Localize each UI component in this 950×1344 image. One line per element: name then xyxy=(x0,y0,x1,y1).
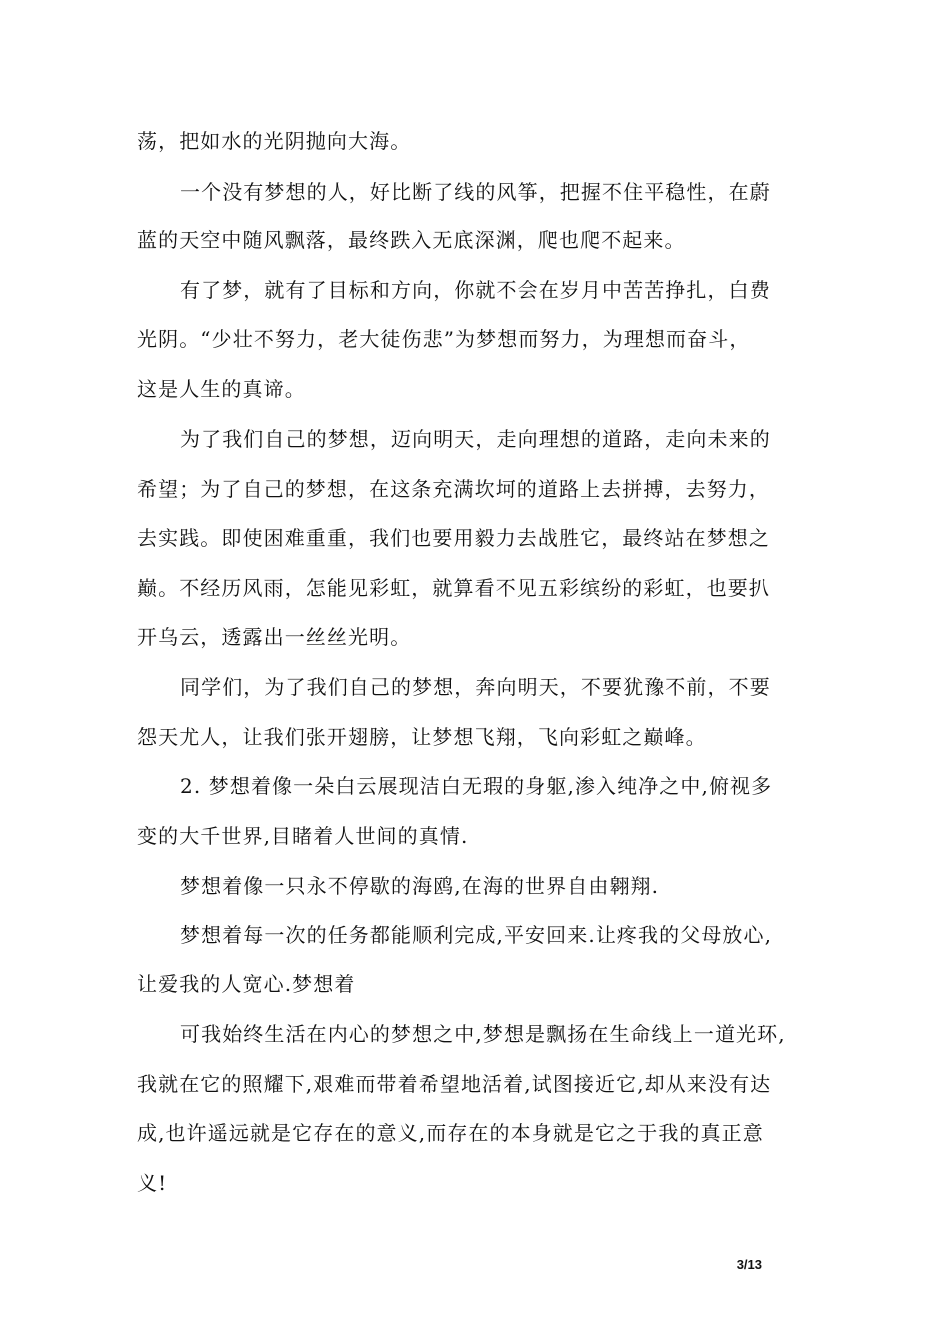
text-line: 怨天尤人，让我们张开翅膀，让梦想飞翔，飞向彩虹之巅峰。 xyxy=(137,725,707,749)
text-line: 成,也许遥远就是它存在的意义,而存在的本身就是它之于我的真正意 xyxy=(137,1121,764,1145)
text-line: 梦想着每一次的任务都能顺利完成,平安回来.让疼我的父母放心, xyxy=(180,923,773,947)
text-line: 巅。不经历风雨，怎能见彩虹，就算看不见五彩缤纷的彩虹，也要扒 xyxy=(137,576,770,600)
text-line: 开乌云，透露出一丝丝光明。 xyxy=(137,625,412,649)
text-line: 蓝的天空中随风飘落，最终跌入无底深渊，爬也爬不起来。 xyxy=(137,228,686,252)
text-line: 希望；为了自己的梦想，在这条充满坎坷的道路上去拼搏，去努力， xyxy=(137,477,770,501)
text-line: 荡，把如水的光阴抛向大海。 xyxy=(137,129,412,153)
text-line: 光阴。“少壮不努力，老大徒伤悲”为梦想而努力，为理想而奋斗， xyxy=(137,327,751,351)
text-line: 可我始终生活在内心的梦想之中,梦想是飘扬在生命线上一道光环, xyxy=(180,1022,786,1046)
text-line: 同学们，为了我们自己的梦想，奔向明天，不要犹豫不前，不要 xyxy=(180,675,771,699)
text-line: 一个没有梦想的人，好比断了线的风筝，把握不住平稳性，在蔚 xyxy=(180,180,771,204)
text-line: 义! xyxy=(137,1171,168,1195)
page-number: 3/13 xyxy=(736,1257,762,1272)
text-line: 变的大千世界,目睹着人世间的真情. xyxy=(137,824,469,848)
text-line: 去实践。即使困难重重，我们也要用毅力去战胜它，最终站在梦想之 xyxy=(137,526,770,550)
text-line: 我就在它的照耀下,艰难而带着希望地活着,试图接近它,却从来没有达 xyxy=(137,1072,772,1096)
text-line: 2. 梦想着像一朵白云展现洁白无瑕的身躯,渗入纯净之中,俯视多 xyxy=(180,774,773,798)
text-line: 为了我们自己的梦想，迈向明天，走向理想的道路，走向未来的 xyxy=(180,427,771,451)
text-line: 这是人生的真谛。 xyxy=(137,377,306,401)
text-line: 让爱我的人宽心.梦想着 xyxy=(137,972,356,996)
text-line: 有了梦，就有了目标和方向，你就不会在岁月中苦苦挣扎，白费 xyxy=(180,278,771,302)
text-line: 梦想着像一只永不停歇的海鸥,在海的世界自由翱翔. xyxy=(180,874,660,898)
